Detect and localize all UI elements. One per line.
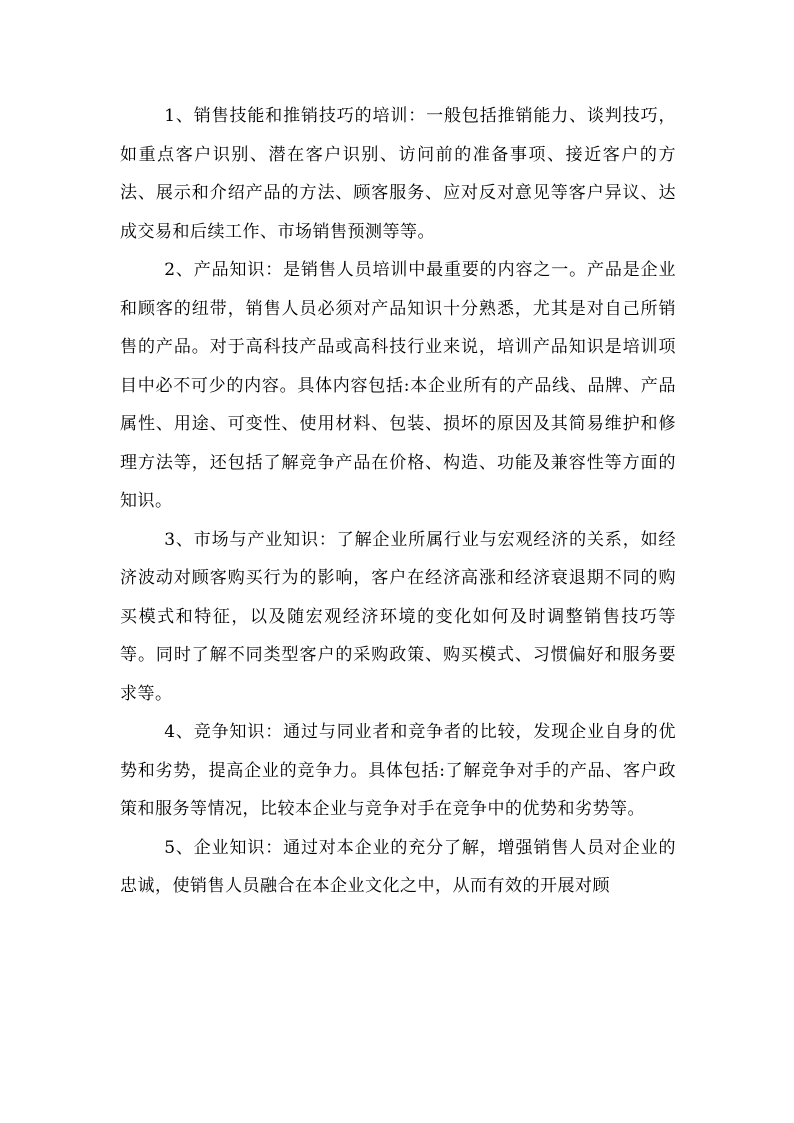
document-body [120, 97, 676, 906]
paragraph-market-industry-knowledge: 3、市场与产业知识：了解企业所属行业与宏观经济的关系，如经济波动对顾客购买行为的影响，客户在经济高涨和经济衰退期不同的购买模式和特征，以及随宏观经济环境的变化如何及时调整销售技巧等等。同时了解不同类型客户的采购政策、购买模式、习惯偏好和服务要求等。 [120, 529, 676, 704]
paragraph-product-knowledge: 2、产品知识：是销售人员培训中最重要的内容之一。产品是企业和顾客的纽带，销售人员必须对产品知识十分熟悉，尤其是对自己所销售的产品。对于高科技产品或高科技行业来说，培训产品知识是培训项目中必不可少的内容。具体内容包括:本企业所有的产品线、品牌、产品属性、用途、可变性、使用材料、包装、损坏的原因及其简易维护和修理方法等，还包括了解竞争产品在价格、构造、功能及兼容性等方面的知识。 [120, 260, 676, 511]
paragraph-sales-skills-training: 1、销售技能和推销技巧的培训：一般包括推销能力、谈判技巧，如重点客户识别、潜在客户识别、访问前的准备事项、接近客户的方法、展示和介绍产品的方法、顾客服务、应对反对意见等客户异议、达成交易和后续工作、市场销售预测等等。 [120, 106, 676, 242]
paragraph-enterprise-knowledge: 5、企业知识：通过对本企业的充分了解，增强销售人员对企业的忠诚，使销售人员融合在本企业文化之中，从而有效的开展对顾 [120, 837, 676, 896]
paragraph-competition-knowledge: 4、竞争知识：通过与同业者和竞争者的比较，发现企业自身的优势和劣势，提高企业的竞争力。具体包括:了解竞争对手的产品、客户政策和服务等情况，比较本企业与竞争对手在竞争中的优势和劣势等。 [120, 722, 676, 819]
